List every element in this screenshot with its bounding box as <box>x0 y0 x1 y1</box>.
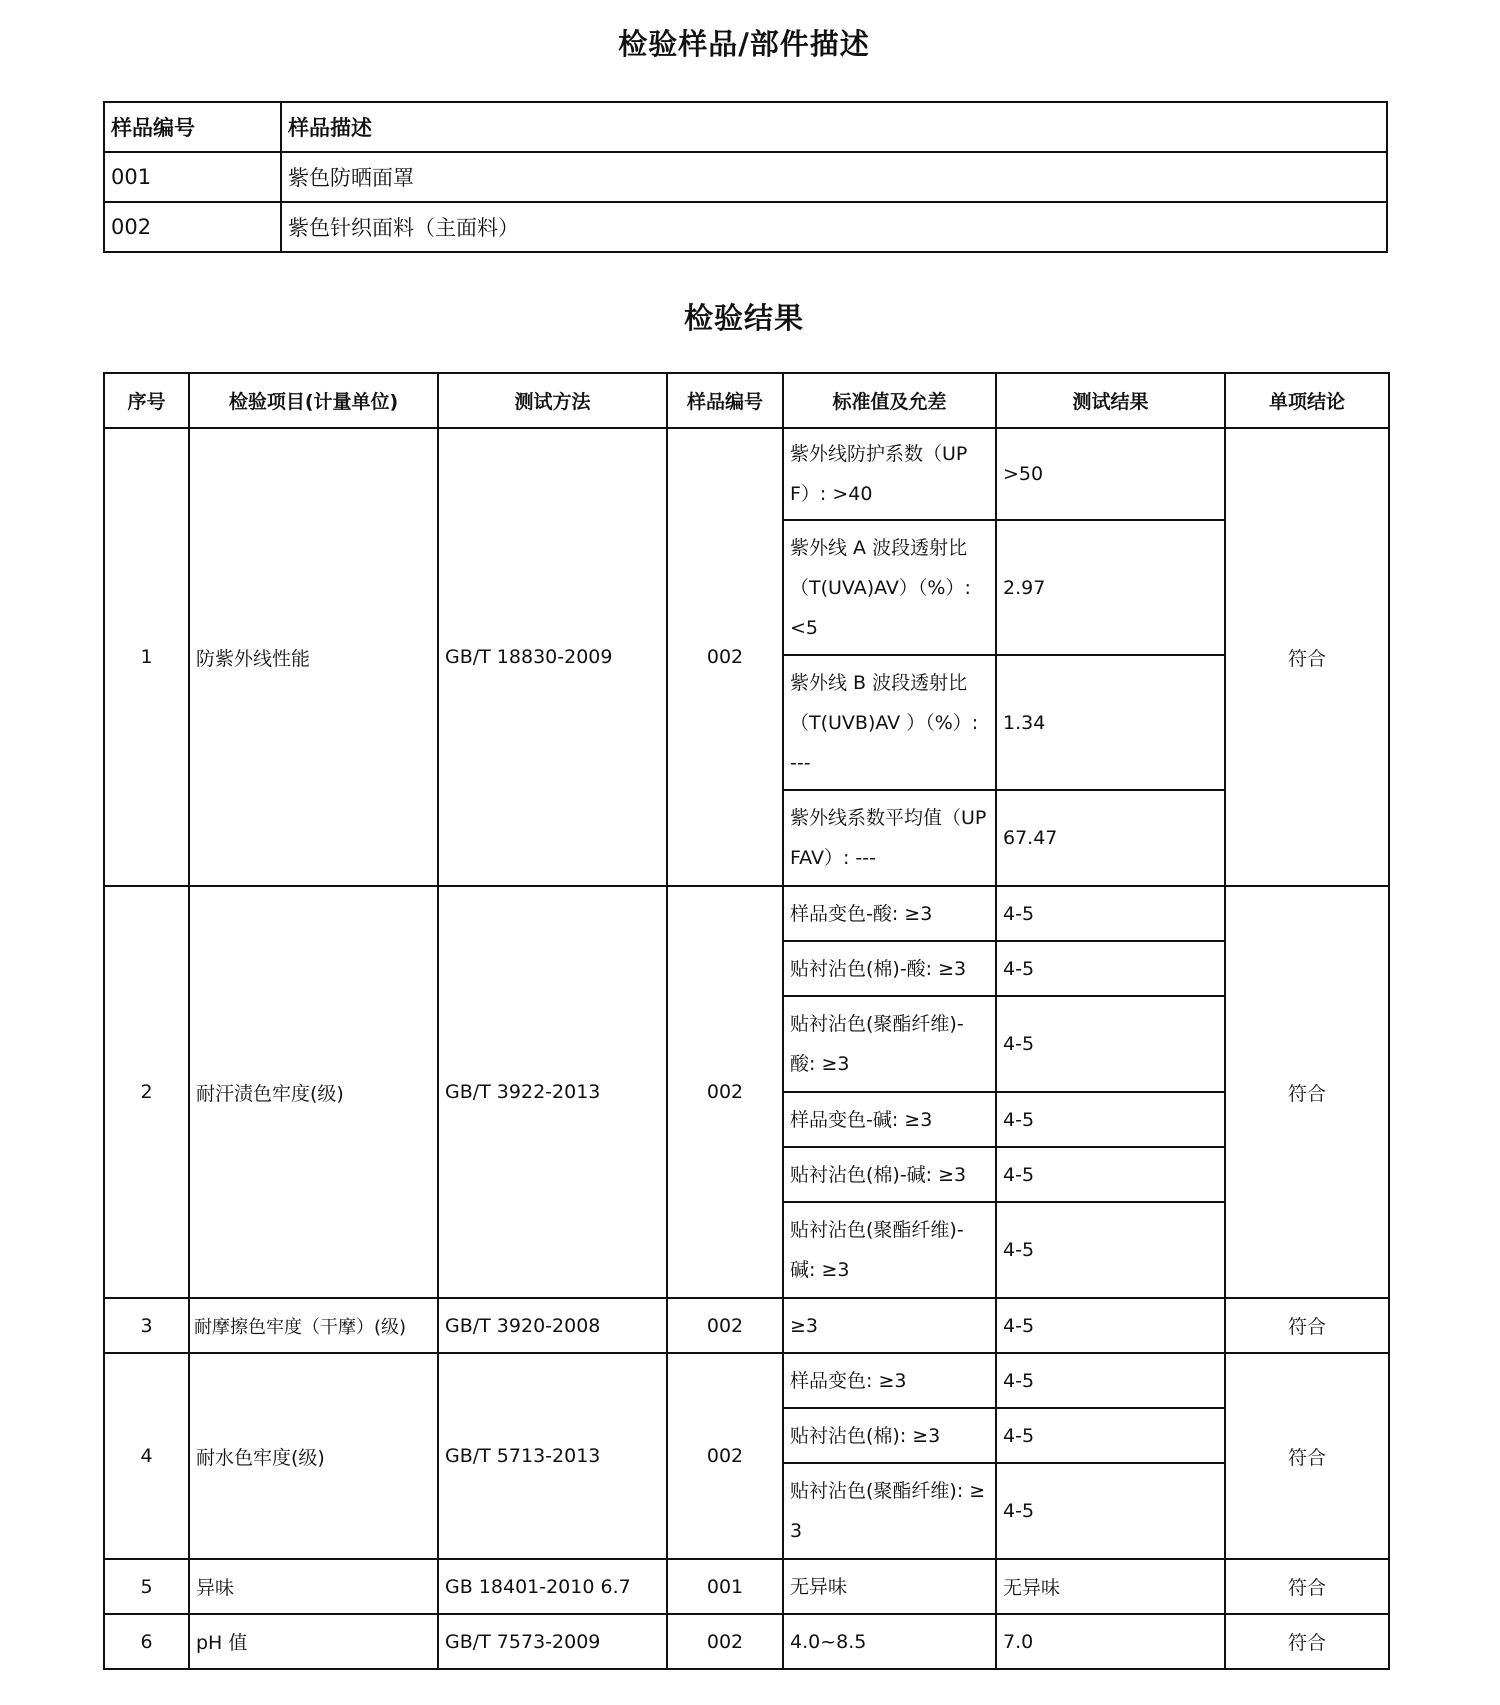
item-conclusion: 符合 <box>1225 1614 1389 1669</box>
test-result: 4-5 <box>996 996 1225 1092</box>
test-result: 4-5 <box>996 1353 1225 1408</box>
item-name: 耐摩擦色牢度（干摩）(级) <box>189 1298 438 1353</box>
table-row <box>104 886 1389 941</box>
standard-value: 紫外线系数平均值（UPFAV）: --- <box>783 790 996 886</box>
test-result: 7.0 <box>996 1614 1225 1669</box>
header-method: 测试方法 <box>438 373 667 428</box>
table-row <box>104 152 1387 202</box>
item-name: 异味 <box>189 1559 438 1614</box>
test-result: 4-5 <box>996 1202 1225 1298</box>
table-row <box>104 1559 1389 1614</box>
standard-value: 紫外线 A 波段透射比（T(UVA)AV）（%）: <5 <box>783 520 996 655</box>
sample-desc-header: 样品描述 <box>281 102 1387 152</box>
item-no: 5 <box>104 1559 189 1614</box>
standard-value: 贴衬沾色(棉): ≥3 <box>783 1408 996 1463</box>
header-sample: 样品编号 <box>667 373 783 428</box>
item-sample: 002 <box>667 1614 783 1669</box>
item-sample: 001 <box>667 1559 783 1614</box>
header-result: 测试结果 <box>996 373 1225 428</box>
standard-value: 贴衬沾色(聚酯纤维)-酸: ≥3 <box>783 996 996 1092</box>
item-name: 耐汗渍色牢度(级) <box>189 886 438 1298</box>
item-conclusion: 符合 <box>1225 1353 1389 1559</box>
test-result: >50 <box>996 428 1225 520</box>
sample-desc: 紫色防晒面罩 <box>281 152 1387 202</box>
header-conclusion: 单项结论 <box>1225 373 1389 428</box>
test-result: 67.47 <box>996 790 1225 886</box>
header-standard: 标准值及允差 <box>783 373 996 428</box>
standard-value: 贴衬沾色(聚酯纤维)-碱: ≥3 <box>783 1202 996 1298</box>
item-method: GB/T 3920-2008 <box>438 1298 667 1353</box>
item-conclusion: 符合 <box>1225 428 1389 886</box>
item-method: GB/T 18830-2009 <box>438 428 667 886</box>
standard-value: 样品变色-酸: ≥3 <box>783 886 996 941</box>
standard-value: ≥3 <box>783 1298 996 1353</box>
item-no: 1 <box>104 428 189 886</box>
standard-value: 贴衬沾色(聚酯纤维): ≥3 <box>783 1463 996 1559</box>
item-method: GB/T 3922-2013 <box>438 886 667 1298</box>
standard-value: 贴衬沾色(棉)-碱: ≥3 <box>783 1147 996 1202</box>
item-name: 防紫外线性能 <box>189 428 438 886</box>
standard-value: 样品变色-碱: ≥3 <box>783 1092 996 1147</box>
item-no: 6 <box>104 1614 189 1669</box>
item-method: GB 18401-2010 6.7 <box>438 1559 667 1614</box>
table-row <box>104 428 1389 520</box>
standard-value: 4.0~8.5 <box>783 1614 996 1669</box>
item-sample: 002 <box>667 1353 783 1559</box>
test-result: 4-5 <box>996 941 1225 996</box>
item-conclusion: 符合 <box>1225 1559 1389 1614</box>
results-table <box>103 372 1390 1670</box>
item-method: GB/T 5713-2013 <box>438 1353 667 1559</box>
table-row <box>104 1298 1389 1353</box>
item-name: pH 值 <box>189 1614 438 1669</box>
test-result: 4-5 <box>996 1463 1225 1559</box>
table-row <box>104 202 1387 252</box>
item-method: GB/T 7573-2009 <box>438 1614 667 1669</box>
sample-id: 002 <box>104 202 281 252</box>
item-conclusion: 符合 <box>1225 1298 1389 1353</box>
standard-value: 贴衬沾色(棉)-酸: ≥3 <box>783 941 996 996</box>
item-conclusion: 符合 <box>1225 886 1389 1298</box>
sample-id: 001 <box>104 152 281 202</box>
test-result: 2.97 <box>996 520 1225 655</box>
standard-value: 样品变色: ≥3 <box>783 1353 996 1408</box>
standard-value: 紫外线防护系数（UPF）: >40 <box>783 428 996 520</box>
test-result: 4-5 <box>996 1147 1225 1202</box>
standard-value: 紫外线 B 波段透射比（T(UVB)AV ）（%）: --- <box>783 655 996 790</box>
sample-desc: 紫色针织面料（主面料） <box>281 202 1387 252</box>
test-result: 1.34 <box>996 655 1225 790</box>
test-result: 4-5 <box>996 886 1225 941</box>
sample-table <box>103 101 1388 253</box>
test-result: 4-5 <box>996 1298 1225 1353</box>
sample-table-header <box>104 102 1387 152</box>
header-no: 序号 <box>104 373 189 428</box>
item-no: 3 <box>104 1298 189 1353</box>
standard-value: 无异味 <box>783 1559 996 1614</box>
item-no: 4 <box>104 1353 189 1559</box>
test-result: 4-5 <box>996 1092 1225 1147</box>
sample-section-title: 检验样品/部件描述 <box>618 27 870 61</box>
results-section-title: 检验结果 <box>683 301 804 335</box>
test-result: 无异味 <box>996 1559 1225 1614</box>
item-sample: 002 <box>667 428 783 886</box>
results-table-header <box>104 373 1389 428</box>
table-row <box>104 1353 1389 1408</box>
sample-id-header: 样品编号 <box>104 102 281 152</box>
item-sample: 002 <box>667 1298 783 1353</box>
table-row <box>104 1614 1389 1669</box>
test-result: 4-5 <box>996 1408 1225 1463</box>
item-no: 2 <box>104 886 189 1298</box>
item-sample: 002 <box>667 886 783 1298</box>
header-item: 检验项目(计量单位) <box>189 373 438 428</box>
item-name: 耐水色牢度(级) <box>189 1353 438 1559</box>
